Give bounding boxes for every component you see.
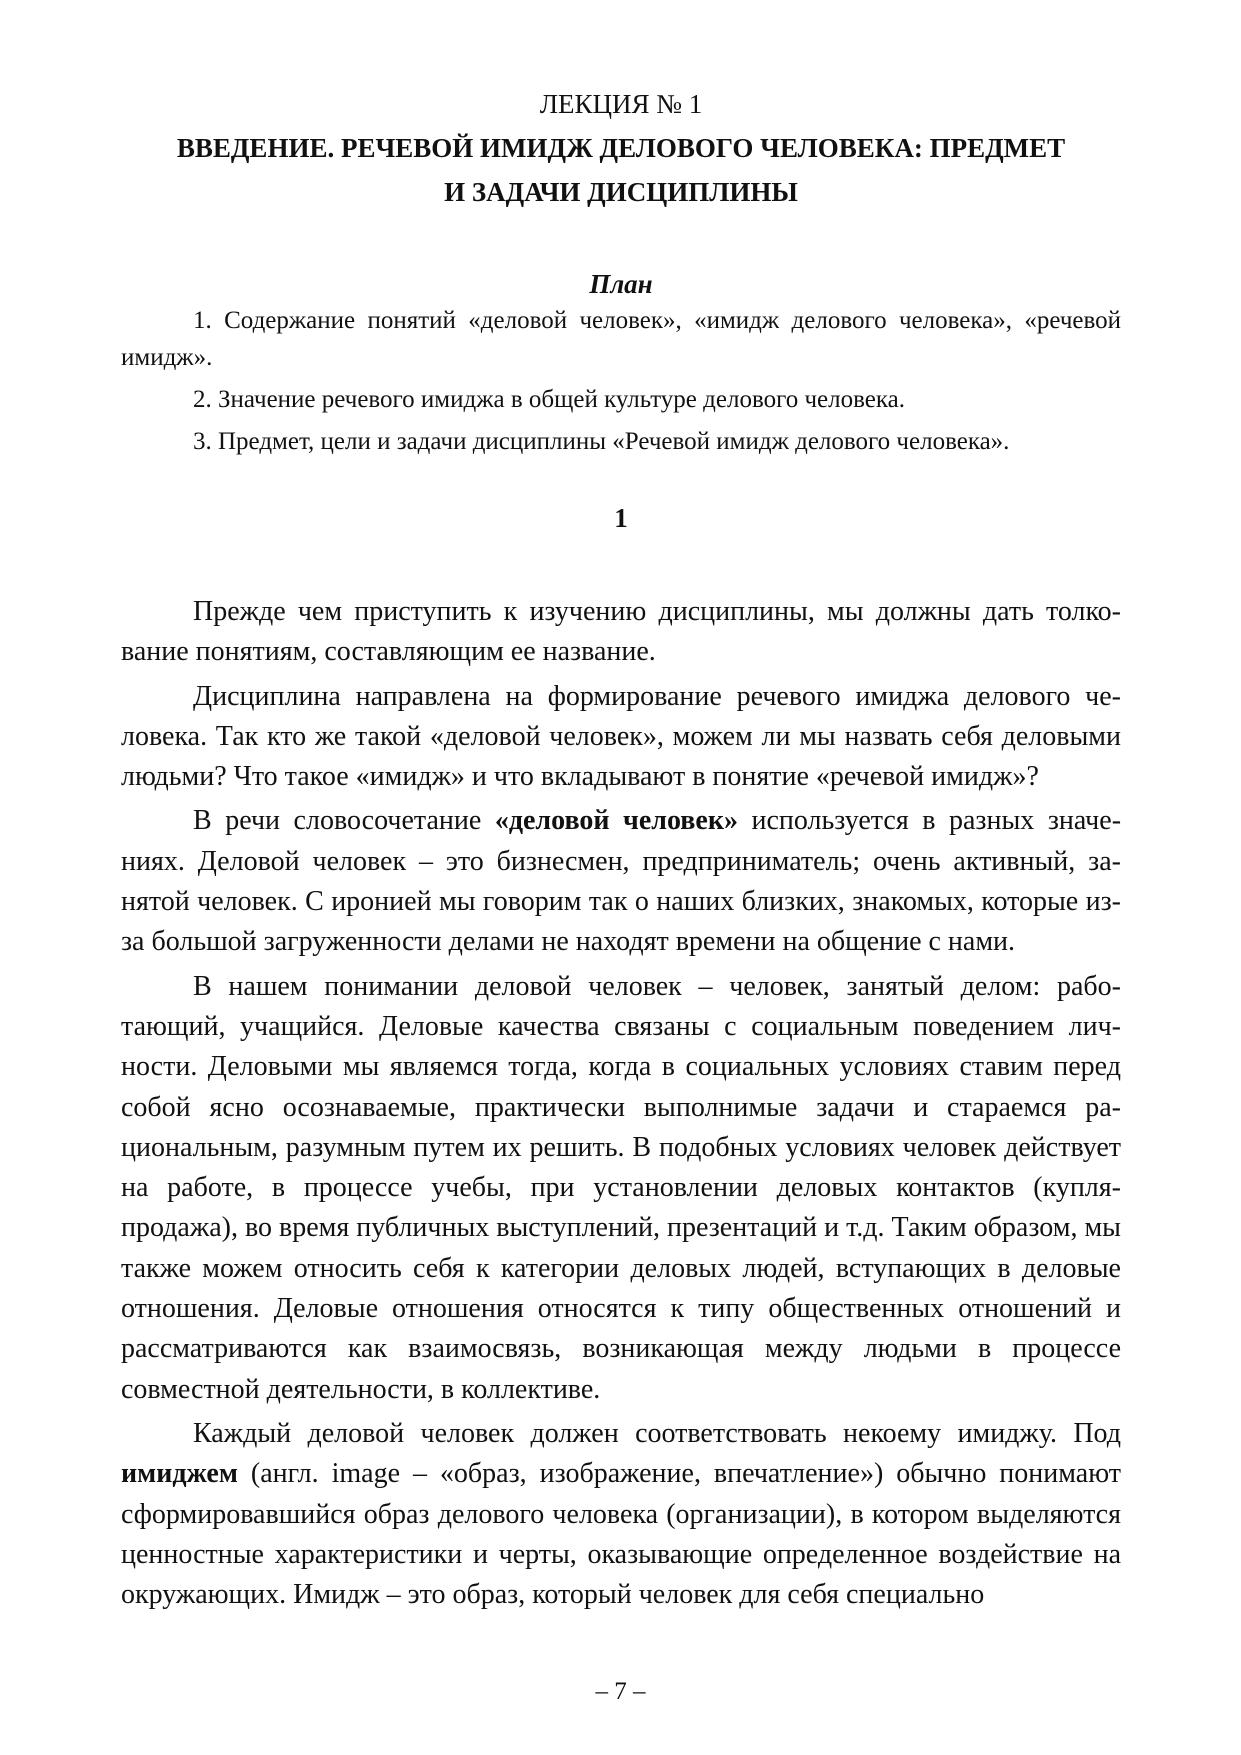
plan-heading: План (589, 269, 653, 299)
lecture-title-line-2: И ЗАДАЧИ ДИСЦИПЛИНЫ (444, 177, 798, 207)
body-text (121, 592, 1121, 1615)
paragraph-text: (англ. image – «образ, изображение, впечатление») обычно понимают сформировавшийся образ делового человека (организации), в котором выделяются ценностные характеристики и черты, оказывающие определенное воздействие на окружающих. Имидж – это образ, который человек для себя специально (121, 1458, 1121, 1611)
plan-list (121, 302, 1121, 460)
paragraph: В нашем понимании деловой человек – человек, занятый делом: работающий, учащийся. Деловые качества связаны с социальным поведением личности. Деловыми мы являемся тогда, когда в социальных условиях ставим перед собой ясно осознаваемые, практически выполнимые задачи и стараемся рациональным, разумным путем их решить. В подобных условиях человек действует на работе, в процессе учебы, при установлении деловых контактов (купля-продажа), во время публичных выступлений, презентаций и т.д. Таким образом, мы также можем относить себя к категории деловых людей, вступающих в деловые отношения. Деловые отношения относятся к типу общественных отношений и рассматриваются как взаимосвязь, возникающая между людьми в процессе совместной деятельности, в коллективе. (121, 970, 1121, 1405)
paragraph: Дисциплина направлена на формирование речевого имиджа делового человека. Так кто же такой «деловой человек», можем ли мы назвать себя деловыми людьми? Что такое «имидж» и что вкладывают в понятие «речевой имидж»? (121, 680, 1121, 793)
lecture-title (121, 126, 1121, 214)
plan-item: 3. Предмет, цели и задачи дисциплины «Речевой имидж делового человека». (193, 428, 1010, 455)
term-business-person: «деловой человек» (494, 805, 738, 837)
paragraph-text: В речи словосочетание (193, 805, 495, 837)
paragraph: Прежде чем приступить к изучению дисциплины, мы должны дать толкование понятиям, составляющим ее название. (121, 596, 1121, 668)
paragraph-text: используется в разных значениях. Деловой человек – это бизнесмен, предприниматель; очень активный, занятой человек. С иронией мы говорим так о наших близких, знакомых, которые из-за большой загруженности делами не находят времени на общение с нами. (121, 805, 1122, 958)
paragraph (121, 1414, 1121, 1615)
page-number: – 7 – (595, 1678, 646, 1705)
document-page (121, 86, 1121, 1619)
term-image: имиджем (121, 1458, 238, 1490)
plan-item: 1. Содержание понятий «деловой человек», «имидж делового человека», «речевой имидж». (121, 307, 1121, 371)
lecture-number: ЛЕКЦИЯ № 1 (539, 89, 703, 119)
section-number: 1 (614, 503, 628, 533)
lecture-title-line-1: ВВЕДЕНИЕ. РЕЧЕВОЙ ИМИДЖ ДЕЛОВОГО ЧЕЛОВЕКА: ПРЕДМЕТ (176, 133, 1066, 163)
paragraph-text: Каждый деловой человек должен соответствовать некоему имиджу. Под (193, 1417, 1121, 1449)
paragraph (121, 801, 1121, 962)
plan-item: 2. Значение речевого имиджа в общей культуре делового человека. (193, 386, 905, 413)
